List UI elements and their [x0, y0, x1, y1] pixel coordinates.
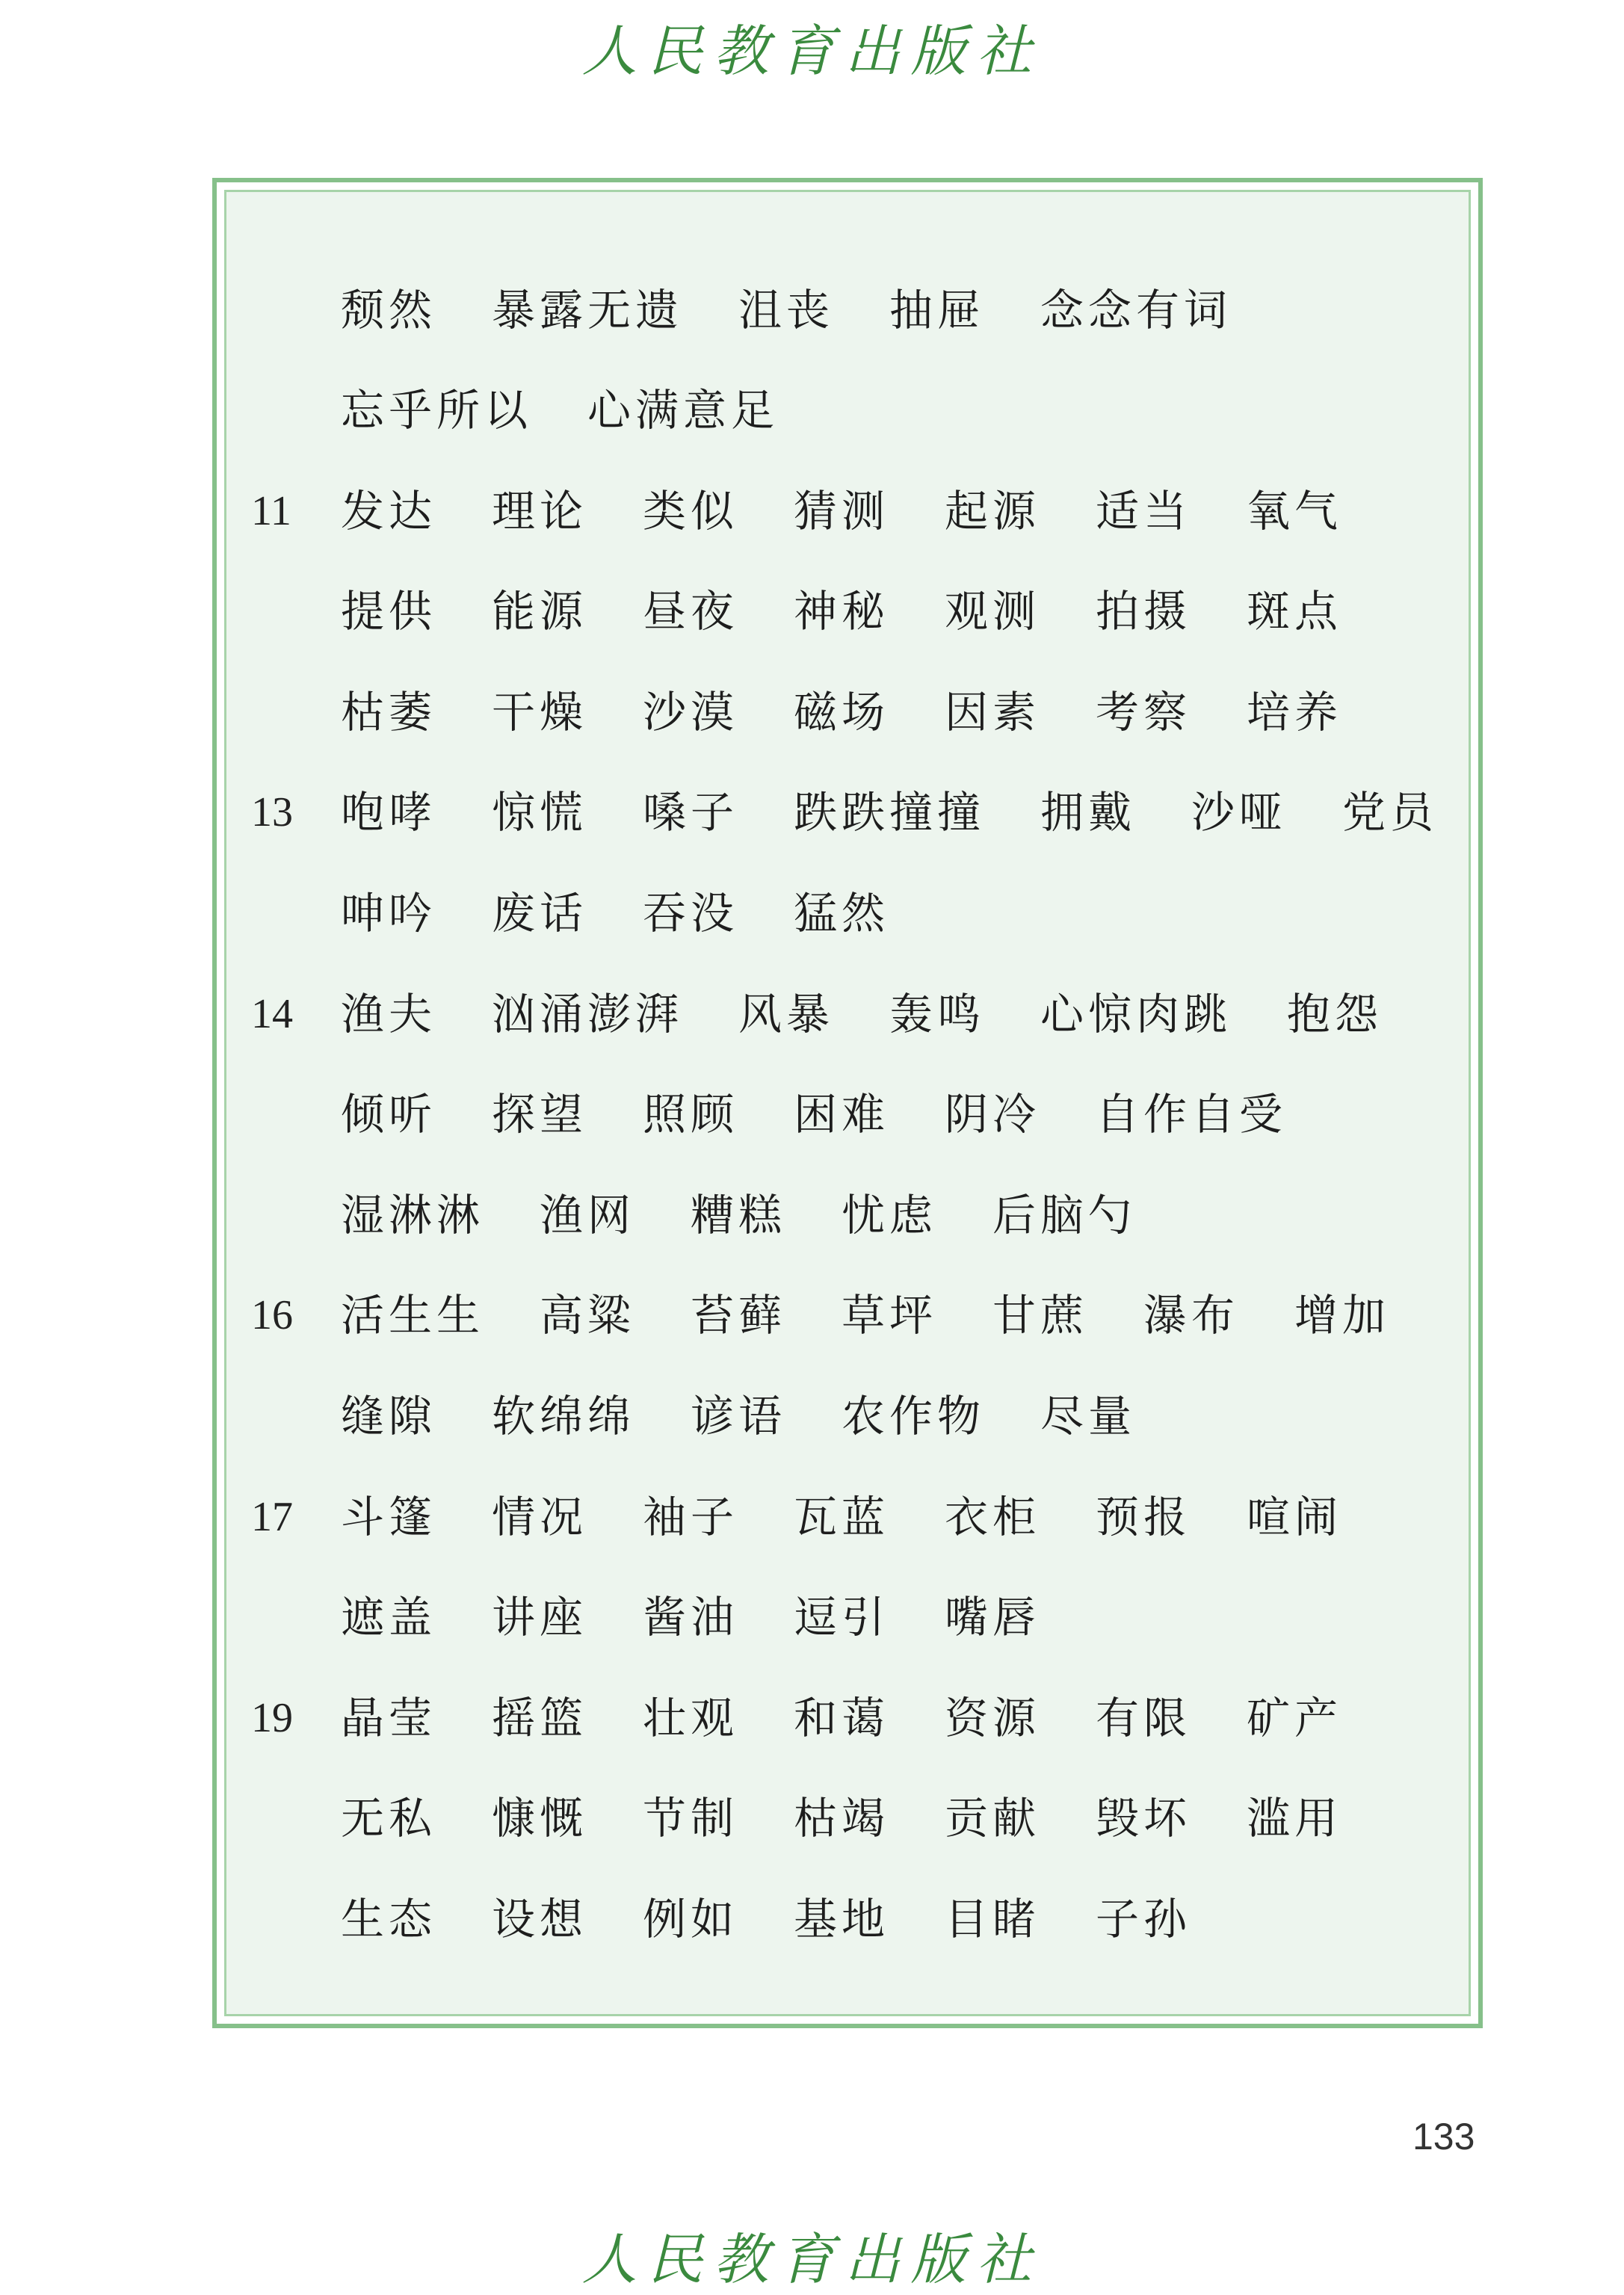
vocab-word: 逗引: [794, 1592, 890, 1643]
vocab-word: 沙漠: [643, 687, 739, 738]
vocab-word: 谚语: [691, 1391, 787, 1442]
vocab-word: 倾听: [341, 1089, 437, 1140]
lesson-number: 13: [251, 789, 293, 835]
vocab-word: 摇篮: [492, 1693, 588, 1743]
vocab-word: 培养: [1247, 687, 1343, 738]
vocab-word: 党员: [1342, 787, 1439, 838]
vocab-word: 软绵绵: [492, 1391, 636, 1442]
vocab-word: 情况: [492, 1492, 588, 1542]
vocab-word: 预报: [1096, 1492, 1192, 1542]
vocab-word: 忧虑: [842, 1190, 938, 1241]
vocab-word: 例如: [643, 1894, 739, 1945]
vocab-word: 氧气: [1247, 486, 1343, 537]
vocab-word: 湿淋淋: [341, 1190, 485, 1241]
vocab-word: 呻吟: [341, 888, 437, 939]
vocab-word: 照顾: [643, 1089, 739, 1140]
vocab-word: 苔藓: [691, 1290, 787, 1341]
publisher-logo-bottom: 人民教育出版社: [581, 2228, 1043, 2292]
vocab-word: 遮盖: [341, 1592, 437, 1643]
vocab-word: 酱油: [643, 1592, 739, 1643]
vocab-word: 无私: [341, 1793, 437, 1844]
vocab-word: 探望: [492, 1089, 588, 1140]
vocab-word: 增加: [1294, 1290, 1391, 1341]
vocab-word: 提供: [341, 586, 437, 637]
vocab-word: 适当: [1096, 486, 1192, 537]
vocab-word: 慷慨: [492, 1793, 588, 1844]
vocab-word: 滥用: [1247, 1793, 1343, 1844]
vocab-word: 能源: [492, 586, 588, 637]
vocab-word: 心惊肉跳: [1040, 989, 1232, 1040]
vocab-word: 忘乎所以: [341, 385, 533, 436]
vocab-word: 昼夜: [643, 586, 739, 637]
vocab-word: 猛然: [794, 888, 890, 939]
vocab-word: 资源: [945, 1693, 1041, 1743]
vocab-word: 有限: [1096, 1693, 1192, 1743]
vocab-word: 拍摄: [1096, 586, 1192, 637]
vocab-word: 拥戴: [1040, 787, 1137, 838]
vocab-word: 猜测: [794, 486, 890, 537]
vocab-word: 枯竭: [794, 1793, 890, 1844]
lesson-number: 11: [251, 488, 291, 534]
vocab-word: 设想: [492, 1894, 588, 1945]
vocab-word: 甘蔗: [992, 1290, 1089, 1341]
vocab-word: 废话: [492, 888, 588, 939]
vocab-word: 自作自受: [1096, 1089, 1288, 1140]
vocab-word: 活生生: [341, 1290, 485, 1341]
vocab-word: 喧闹: [1247, 1492, 1343, 1542]
vocab-word: 壮观: [643, 1693, 739, 1743]
vocab-word: 念念有词: [1040, 285, 1232, 336]
vocab-word: 神秘: [794, 586, 890, 637]
vocab-word: 和蔼: [794, 1693, 890, 1743]
lesson-number: 16: [251, 1292, 293, 1338]
vocab-word: 磁场: [794, 687, 890, 738]
vocab-word: 斗篷: [341, 1492, 437, 1542]
vocab-word: 跌跌撞撞: [794, 787, 986, 838]
vocab-word: 咆哮: [341, 787, 437, 838]
lesson-number: 14: [251, 991, 293, 1037]
vocab-word: 类似: [643, 486, 739, 537]
vocab-word: 抽屉: [889, 285, 986, 336]
vocab-word: 颓然: [341, 285, 437, 336]
vocab-word: 高粱: [540, 1290, 636, 1341]
vocab-word: 汹涌澎湃: [492, 989, 684, 1040]
vocab-word: 贡献: [945, 1793, 1041, 1844]
vocab-word: 风暴: [738, 989, 835, 1040]
vocab-word: 因素: [945, 687, 1041, 738]
vocab-word: 轰鸣: [889, 989, 986, 1040]
vocab-word: 抱怨: [1287, 989, 1383, 1040]
vocab-word: 起源: [945, 486, 1041, 537]
vocab-word: 晶莹: [341, 1693, 437, 1743]
vocab-word: 讲座: [492, 1592, 588, 1643]
vocab-word: 子孙: [1096, 1894, 1192, 1945]
vocab-word: 尽量: [1040, 1391, 1137, 1442]
vocab-word: 考察: [1096, 687, 1192, 738]
vocab-word: 毁坏: [1096, 1793, 1192, 1844]
vocab-word: 基地: [794, 1894, 890, 1945]
publisher-logo-top: 人民教育出版社: [581, 19, 1043, 84]
vocab-word: 农作物: [842, 1391, 986, 1442]
vocab-word: 沮丧: [738, 285, 835, 336]
lesson-number: 17: [251, 1494, 293, 1540]
vocab-word: 沙哑: [1191, 787, 1288, 838]
vocab-word: 枯萎: [341, 687, 437, 738]
vocab-word: 干燥: [492, 687, 588, 738]
vocab-word: 阴冷: [945, 1089, 1041, 1140]
vocab-word: 嘴唇: [945, 1592, 1041, 1643]
vocab-word: 吞没: [643, 888, 739, 939]
vocab-word: 渔网: [540, 1190, 636, 1241]
vocab-word: 缝隙: [341, 1391, 437, 1442]
vocab-word: 困难: [794, 1089, 890, 1140]
page-number: 133: [1412, 2116, 1475, 2157]
vocab-word: 嗓子: [643, 787, 739, 838]
vocab-word: 矿产: [1247, 1693, 1343, 1743]
vocab-word: 衣柜: [945, 1492, 1041, 1542]
vocab-word: 生态: [341, 1894, 437, 1945]
lesson-number: 19: [251, 1695, 293, 1741]
vocab-word: 瓦蓝: [794, 1492, 890, 1542]
vocab-word: 袖子: [643, 1492, 739, 1542]
vocab-word: 糟糕: [691, 1190, 787, 1241]
vocab-word: 目睹: [945, 1894, 1041, 1945]
vocab-word: 瀑布: [1143, 1290, 1240, 1341]
vocab-word: 暴露无遗: [492, 285, 684, 336]
vocab-word: 节制: [643, 1793, 739, 1844]
vocab-word: 理论: [492, 486, 588, 537]
vocab-word: 观测: [945, 586, 1041, 637]
vocab-word: 渔夫: [341, 989, 437, 1040]
vocab-word: 草坪: [842, 1290, 938, 1341]
vocab-word: 发达: [341, 486, 437, 537]
vocab-word: 后脑勺: [992, 1190, 1137, 1241]
vocab-word: 斑点: [1247, 586, 1343, 637]
vocab-word: 惊慌: [492, 787, 588, 838]
vocab-word: 心满意足: [587, 385, 779, 436]
